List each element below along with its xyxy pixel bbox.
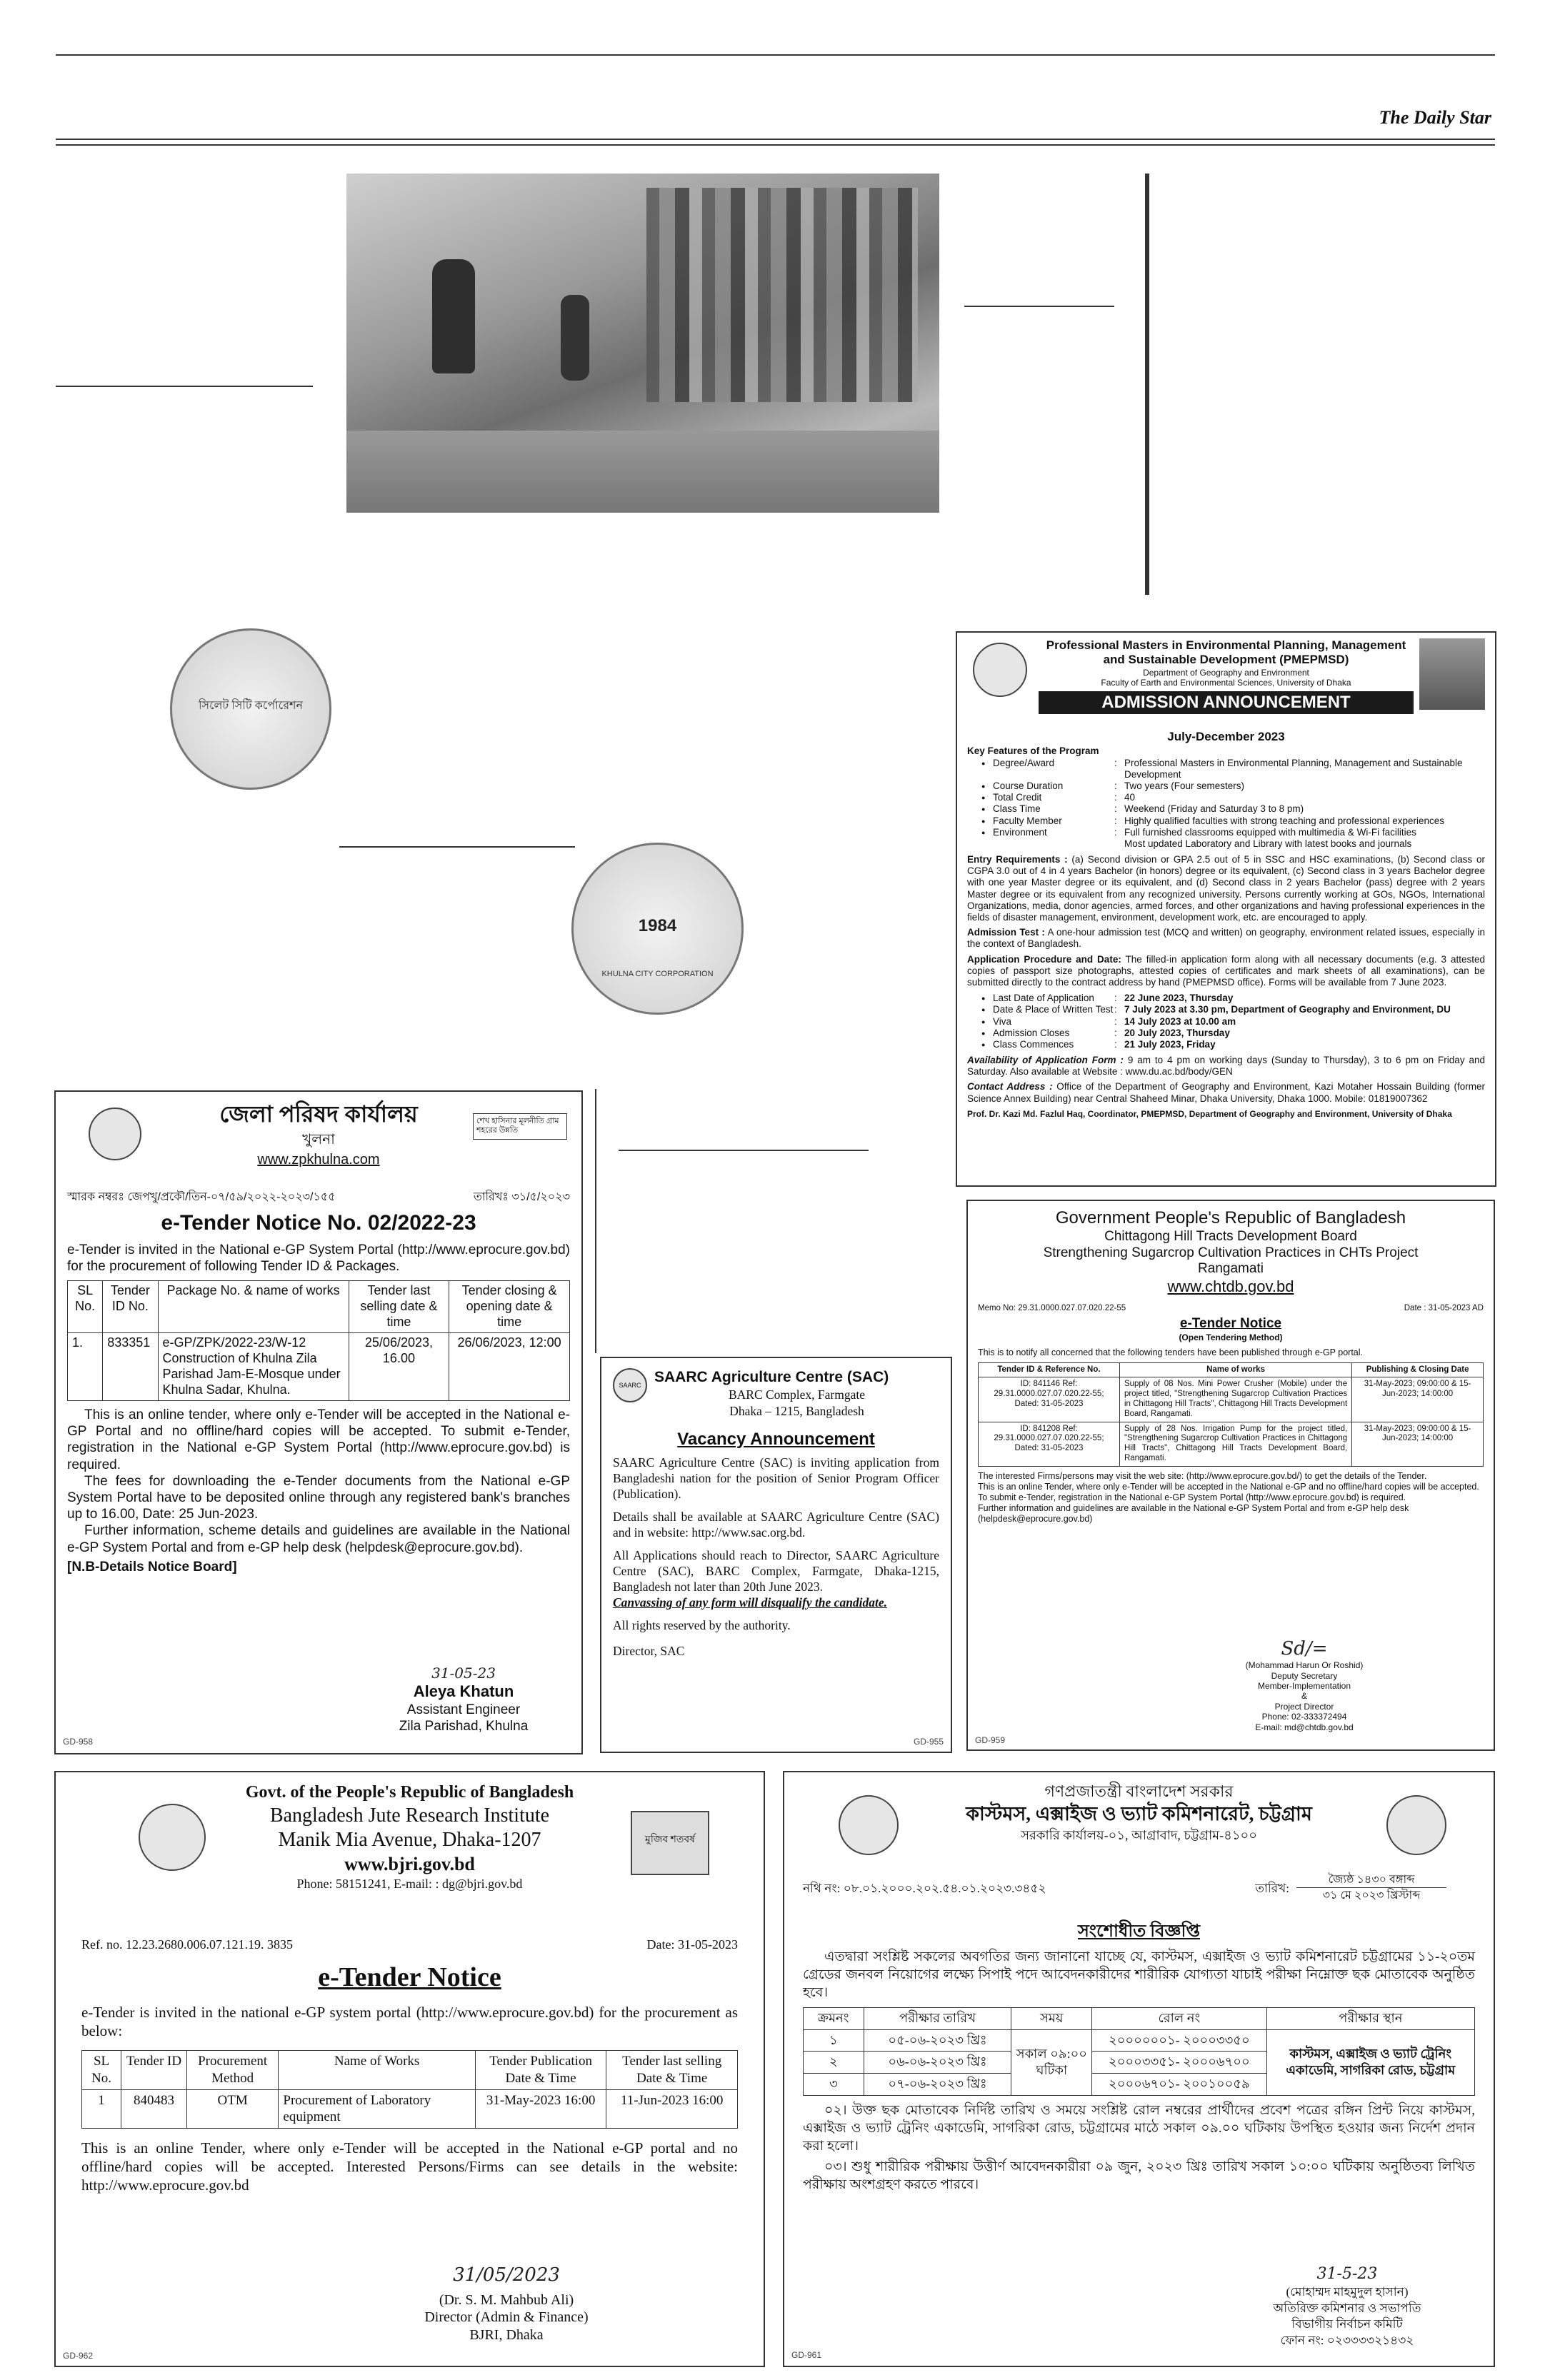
customs-sign-name: (মোহাম্মদ মাহমুদুল হাসান) bbox=[1286, 2285, 1409, 2299]
customs-cell: ২ bbox=[804, 2052, 864, 2074]
cht-l3: Strengthening Sugarcrop Cultivation Practices in CHTs Project bbox=[1043, 1245, 1419, 1260]
zilla-p2: The fees for downloading the e-Tender documents from the National e-GP System Portal have to be deposited online through any registered bank's branches up to 16.00, Date: 25 Jun-2023. bbox=[67, 1473, 570, 1522]
list-item-sep: : bbox=[1114, 1027, 1117, 1038]
cht-cell: Supply of 08 Nos. Mini Power Crusher (Mobile) under the project titled, "Strengthening Sugarcrop Cultivation Practices in Chittagong Hill Tracts", Chittagong Hill Tracts Development Board, Rangamati. bbox=[1119, 1377, 1351, 1422]
sac-p2: Details shall be available at SAARC Agriculture Centre (SAC) and in website: http://www.sac.org.bd. bbox=[613, 1509, 939, 1540]
pmepmsd-entry: (a) Second division or GPA 2.5 out of 5 in SSC and HSC examinations, (b) Second class or CGPA 3.0 out of 4 in 4 years Bachelor (in honors) degree or its equivalent, (c) Second class in 3 years Bachelor degree with one year Master degree or its equivalent, and (d) Second class in 2 years Bachelor (pass) degree with 2 years Master degree or its equivalent from any recognized university. Persons currently working at GOs, NGOs, International Organizations, media, donor agencies, armed forces, and other organizations and having professional experiences in the fields of disaster management, environment, development work, etc. are encouraged to apply. bbox=[967, 854, 1485, 923]
list-item bbox=[981, 1004, 1485, 1015]
list-item-sep: : bbox=[1114, 826, 1117, 838]
cht-memo: Memo No: 29.31.0000.027.07.020.22-55 bbox=[978, 1303, 1126, 1312]
customs-notice bbox=[783, 1771, 1495, 2367]
pmepmsd-contact: Office of the Department of Geography and Environment, Kazi Motaher Hossain Building (former Science Annex Building) near Central Shaheed Minar, Dhaka University, Dhaka 1000. Mobile: 01819007362 bbox=[967, 1081, 1485, 1104]
pmepmsd-proc: The filled-in application form along with all necessary documents (e.g. 3 attested copies of passport size photographs, attested copies of certificates and mark sheets of all examinations), can be submitted directly to the contract address by hand (PMEPMSD office). Forms will be available from 7 June 2023. bbox=[967, 953, 1485, 988]
cht-phone: Phone: 02-333372494 bbox=[1261, 1712, 1347, 1722]
customs-cell: ০৬-০৬-২০২৩ খ্রিঃ bbox=[864, 2052, 1011, 2074]
cht-date: Date : 31-05-2023 AD bbox=[1404, 1303, 1484, 1312]
cht-p3: Further information and guidelines are available in the National e-GP System Portal and from e-GP help desk (helpdesk@eprocure.gov.bd) bbox=[978, 1502, 1409, 1524]
list-item-sep: : bbox=[1114, 803, 1117, 815]
zilla-code: GD-958 bbox=[63, 1737, 94, 1747]
list-item bbox=[981, 838, 1485, 850]
bjri-signature-date: 31/05/2023 bbox=[453, 2264, 560, 2286]
customs-th: পরীক্ষার স্থান bbox=[1266, 2007, 1474, 2029]
bjri-date: Date: 31-05-2023 bbox=[646, 1937, 738, 1952]
zilla-sign-name: Aleya Khatun bbox=[413, 1682, 514, 1700]
customs-cell: ২০০০৩৩৫১- ২০০০৬৭০০ bbox=[1092, 2052, 1266, 2074]
list-item-key: Environment bbox=[993, 826, 1047, 838]
list-item-sep: : bbox=[1114, 780, 1117, 791]
cht-cell: ID: 841208 Ref: 29.31.0000.027.07.020.22-55; Dated: 31-05-2023 bbox=[979, 1422, 1120, 1466]
masthead-brand: The Daily Star bbox=[1379, 107, 1491, 128]
zilla-title: জেলা পরিষদ কার্যালয় bbox=[219, 1101, 418, 1127]
cht-signature: Sd/= bbox=[1281, 1638, 1328, 1660]
bullet-icon: ● bbox=[981, 805, 986, 813]
list-item-key: Course Duration bbox=[993, 780, 1064, 791]
customs-l3: সরকারি কার্যালয়-০১, আগ্রাবাদ, চট্টগ্রাম-৪১০০ bbox=[1021, 1827, 1257, 1842]
cht-sign-l1: Deputy Secretary bbox=[1271, 1670, 1338, 1681]
cht-cell: 31-May-2023; 09:00:00 & 15-Jun-2023; 14:00:00 bbox=[1352, 1422, 1484, 1466]
pmepmsd-admission-notice bbox=[956, 631, 1496, 1187]
bjri-sign-name: (Dr. S. M. Mahbub Ali) bbox=[439, 2291, 574, 2308]
pmepmsd-test-label: Admission Test : bbox=[967, 927, 1045, 938]
customs-p2: ০২। উক্ত ছক মোতাবেক নির্দিষ্ট তারিখ ও সময়ে সংশ্লিষ্ট রোল নম্বরের প্রার্থীদের প্রবেশ পত্রের রঙ্গিন প্রিন্ট নিয়ে কাস্টমস, এক্সাইজ ও ভ্যাট ট্রেনিং একাডেমি, সাগরিকা রোড, চট্টগ্রামের মাঠে সকাল ০৯.০০ ঘটিকায় উপস্থিত হওয়ার জন্য নির্দেশ প্রদান করা হলো। bbox=[803, 2102, 1475, 2154]
pmepmsd-faculty: Faculty of Earth and Environmental Sciences, University of Dhaka bbox=[1101, 678, 1351, 688]
bjri-th: Tender ID bbox=[121, 2051, 187, 2089]
customs-cell: ৩ bbox=[804, 2074, 864, 2096]
customs-date1: জ্যৈষ্ঠ ১৪৩০ বঙ্গাব্দ bbox=[1296, 1872, 1446, 1888]
masthead-rule-1 bbox=[56, 139, 1495, 140]
table-row bbox=[979, 1422, 1484, 1466]
seal-2-year: 1984 bbox=[638, 916, 677, 935]
zilla-sign-designation: Assistant Engineer bbox=[406, 1702, 521, 1717]
cht-l1: Government People's Republic of Bangladesh bbox=[1055, 1208, 1406, 1227]
customs-logo bbox=[1386, 1795, 1446, 1855]
bullet-icon: ● bbox=[981, 782, 986, 790]
list-item bbox=[981, 1028, 1485, 1039]
zilla-th: Package No. & name of works bbox=[158, 1281, 349, 1333]
list-item-key: Total Credit bbox=[993, 792, 1042, 803]
customs-cell: ২০০০০০০১- ২০০০৩৩৫০ bbox=[1092, 2029, 1266, 2052]
list-item-sep: : bbox=[1114, 815, 1117, 826]
zilla-date: তারিখঃ ৩১/৫/২০২৩ bbox=[473, 1191, 570, 1203]
sac-director: Director, SAC bbox=[613, 1644, 685, 1659]
list-item-sep: : bbox=[1114, 757, 1117, 768]
customs-p1: এতদ্বারা সংশ্লিষ্ট সকলের অবগতির জন্য জানানো যাচ্ছে যে, কাস্টমস, এক্সাইজ ও ভ্যাট কমিশনারেট চট্টগ্রামের ১১-২০তম গ্রেডের জনবল নিয়োগের লক্ষ্যে সিপাই পদে আবেদনকারীদের শারীরিক যোগ্যতা যাচাই পরীক্ষা নিম্নোক্ত ছক মোতাবেক অনুষ্ঠিত হবে। bbox=[803, 1949, 1475, 2000]
bjri-title: e-Tender Notice bbox=[318, 1962, 501, 1993]
list-item-value: 14 July 2023 at 10.00 am bbox=[1124, 1015, 1236, 1027]
zilla-intro: e-Tender is invited in the National e-GP System Portal (http://www.eprocure.gov.bd) for the procurement of following Tender ID & Packages. bbox=[67, 1242, 570, 1275]
list-item bbox=[981, 827, 1485, 838]
customs-cell: ২০০০৬৭০১- ২০০১০০৫৯ bbox=[1092, 2074, 1266, 2096]
list-item bbox=[981, 780, 1485, 792]
customs-date-label: তারিখ: bbox=[1255, 1882, 1289, 1895]
bullet-icon: ● bbox=[981, 1040, 986, 1048]
bullet-icon: ● bbox=[981, 995, 986, 1003]
left-short-rule bbox=[56, 386, 313, 387]
building-photo bbox=[1419, 638, 1485, 710]
list-item bbox=[981, 1016, 1485, 1028]
column-divider bbox=[1145, 174, 1149, 595]
mujib-logo-text: মুজিব শতবর্ষ bbox=[645, 1834, 695, 1845]
customs-th: সময় bbox=[1011, 2007, 1092, 2029]
sac-p3: All Applications should reach to Director, SAARC Agriculture Centre (SAC), BARC Complex, Farmgate, Dhaka-1215, Bangladesh not later than 20th June 2023. bbox=[613, 1548, 939, 1595]
cht-email: E-mail: md@chtdb.gov.bd bbox=[1255, 1722, 1354, 1732]
list-item-sep: : bbox=[1114, 792, 1117, 803]
zilla-badge: শেখ হাসিনার মূলনীতি গ্রাম শহরের উন্নতি bbox=[473, 1113, 567, 1140]
zilla-table bbox=[67, 1280, 570, 1401]
bjri-cell: OTM bbox=[186, 2089, 279, 2128]
customs-signature-date: 31-5-23 bbox=[1316, 2265, 1378, 2284]
sac-name: SAARC Agriculture Centre (SAC) bbox=[654, 1369, 889, 1385]
sac-vacancy-notice bbox=[600, 1357, 952, 1753]
list-item-value: Full furnished classrooms equipped with multimedia & Wi-Fi facilities bbox=[1124, 826, 1416, 838]
pmepmsd-test: A one-hour admission test (MCQ and written) on geography, environment related issues, especially in the context of Bangladesh. bbox=[967, 927, 1485, 950]
cht-method: (Open Tendering Method) bbox=[1179, 1332, 1283, 1343]
sac-logo: SAARC bbox=[613, 1368, 647, 1402]
list-item-value: Weekend (Friday and Saturday 3 to 8 pm) bbox=[1124, 803, 1304, 815]
list-item-key: Degree/Award bbox=[993, 757, 1055, 768]
seal-2-text: KHULNA CITY CORPORATION bbox=[601, 970, 714, 978]
pmepmsd-title: Professional Masters in Environmental Planning, Management and Sustainable Development (PMEPMSD) bbox=[1046, 638, 1406, 667]
list-item-value: 20 July 2023, Thursday bbox=[1124, 1027, 1230, 1038]
bullet-icon: ● bbox=[981, 1018, 986, 1025]
mid-rule bbox=[339, 846, 575, 848]
zilla-th: Tender closing & opening date & time bbox=[449, 1281, 570, 1333]
table-row bbox=[82, 2089, 738, 2128]
cht-tender-notice bbox=[966, 1200, 1495, 1751]
sylhet-city-corporation-seal bbox=[170, 628, 331, 790]
cht-p1: The interested Firms/persons may visit the web site: (http://www.eprocure.gov.bd/) to get the details of the Tender. bbox=[978, 1470, 1427, 1481]
seal-1-text: সিলেট সিটি কর্পোরেশন bbox=[198, 700, 304, 712]
zilla-sign-office: Zila Parishad, Khulna bbox=[399, 1718, 529, 1734]
customs-cell: ০৭-০৬-২০২৩ খ্রিঃ bbox=[864, 2074, 1011, 2096]
list-item-sep: : bbox=[1114, 1015, 1117, 1027]
bullet-icon: ● bbox=[981, 1029, 986, 1037]
zilla-logo bbox=[89, 1108, 141, 1160]
pmepmsd-proc-label: Application Procedure and Date: bbox=[967, 953, 1121, 965]
cht-sign-l2: Member-Implementation bbox=[1257, 1681, 1351, 1692]
zilla-nb: [N.B-Details Notice Board] bbox=[67, 1559, 237, 1575]
gov-logo bbox=[139, 1804, 206, 1871]
list-item-value: 21 July 2023, Friday bbox=[1124, 1038, 1216, 1050]
zilla-memo: স্মারক নম্বরঃ জেপখু/প্রকৌ/তিন-০৭/৫৯/২০২২-২০২৩/১৫৫ bbox=[67, 1191, 336, 1203]
table-row bbox=[804, 2029, 1475, 2052]
bjri-table bbox=[81, 2050, 738, 2128]
news-photo bbox=[346, 174, 939, 513]
cht-notice-title: e-Tender Notice bbox=[1179, 1316, 1282, 1332]
khulna-city-corporation-seal bbox=[571, 843, 744, 1015]
zilla-city: খুলনা bbox=[302, 1132, 335, 1148]
list-item-key: Class Commences bbox=[993, 1038, 1074, 1050]
bullet-icon: ● bbox=[981, 759, 986, 767]
list-item-key: Class Time bbox=[993, 803, 1041, 815]
mid-rule-2 bbox=[619, 1150, 869, 1151]
list-item bbox=[981, 803, 1485, 815]
bjri-th: SL No. bbox=[82, 2051, 121, 2089]
bjri-intro: e-Tender is invited in the national e-GP system portal (http://www.eprocure.gov.bd) for the procurement as below: bbox=[81, 2004, 738, 2040]
customs-phone: ফোন নং: ০২৩৩৩৩২১৪৩২ bbox=[1280, 2333, 1414, 2347]
customs-code: GD-961 bbox=[791, 2350, 822, 2361]
bjri-ref: Ref. no. 12.23.2680.006.07.121.19. 3835 bbox=[81, 1937, 293, 1952]
customs-date2: ৩১ মে ২০২৩ খ্রিস্টাব্দ bbox=[1322, 1889, 1421, 1902]
vertical-rule-left bbox=[595, 1089, 596, 1353]
bjri-l4: www.bjri.gov.bd bbox=[344, 1854, 475, 1875]
bjri-cell: Procurement of Laboratory equipment bbox=[279, 2089, 475, 2128]
cht-sign-l4: Project Director bbox=[1274, 1701, 1334, 1712]
cht-l4: Rangamati bbox=[1198, 1261, 1264, 1277]
zilla-th: SL No. bbox=[68, 1281, 103, 1333]
zilla-th: Tender last selling date & time bbox=[349, 1281, 449, 1333]
sac-code: GD-955 bbox=[913, 1736, 944, 1747]
list-item-key: Last Date of Application bbox=[993, 993, 1094, 1004]
bjri-l1: Govt. of the People's Republic of Bangladesh bbox=[245, 1783, 574, 1802]
bullet-icon bbox=[981, 838, 993, 850]
bullet-icon: ● bbox=[981, 1006, 986, 1014]
customs-time: সকাল ০৯:০০ ঘটিকা bbox=[1011, 2029, 1092, 2095]
list-item bbox=[981, 792, 1485, 803]
pmepmsd-session: July-December 2023 bbox=[1167, 730, 1285, 743]
bjri-sign-title: Director (Admin & Finance) bbox=[424, 2309, 589, 2326]
cht-cell: ID: 841146 Ref: 29.31.0000.027.07.020.22-55; Dated: 31-05-2023 bbox=[979, 1377, 1120, 1422]
cht-sign-l3: & bbox=[1301, 1691, 1307, 1702]
list-item-sep: : bbox=[1114, 993, 1117, 1004]
pmepmsd-avail-label: Availability of Application Form : bbox=[967, 1055, 1124, 1066]
zilla-website[interactable]: www.zpkhulna.com bbox=[257, 1152, 380, 1168]
list-item-key: Admission Closes bbox=[993, 1027, 1070, 1038]
bjri-l5: Phone: 58151241, E-mail: : dg@bjri.gov.bd bbox=[296, 1877, 523, 1892]
list-item-value: 22 June 2023, Thursday bbox=[1124, 993, 1234, 1004]
bjri-th: Procurement Method bbox=[186, 2051, 279, 2089]
bjri-l2: Bangladesh Jute Research Institute bbox=[269, 1804, 550, 1827]
cht-table bbox=[978, 1362, 1484, 1467]
customs-l2: কাস্টমস, এক্সাইজ ও ভ্যাট কমিশনারেট, চট্টগ্রাম bbox=[966, 1803, 1312, 1825]
zilla-cell: 1. bbox=[68, 1333, 103, 1401]
bjri-th: Tender Publication Date & Time bbox=[475, 2051, 606, 2089]
masthead-rule-2 bbox=[56, 144, 1495, 146]
cht-cell: 31-May-2023; 09:00:00 & 15-Jun-2023; 14:00:00 bbox=[1352, 1377, 1484, 1422]
customs-cell: ১ bbox=[804, 2029, 864, 2052]
list-item-key: Date & Place of Written Test bbox=[993, 1004, 1114, 1015]
bjri-cell: 31-May-2023 16:00 bbox=[475, 2089, 606, 2128]
pmepmsd-key-heading: Key Features of the Program bbox=[967, 745, 1099, 757]
cht-l2: Chittagong Hill Tracts Development Board bbox=[1104, 1228, 1357, 1244]
list-item-key bbox=[993, 838, 1114, 850]
right-short-rule bbox=[964, 306, 1114, 307]
cht-intro: This is to notify all concerned that the following tenders have been published through e-GP portal. bbox=[978, 1347, 1363, 1357]
sac-heading: Vacancy Announcement bbox=[677, 1429, 875, 1449]
list-item bbox=[981, 758, 1485, 780]
list-item bbox=[981, 815, 1485, 827]
zilla-signature-date: 31-05-23 bbox=[431, 1665, 496, 1682]
bjri-th: Tender last selling Date & Time bbox=[606, 2051, 738, 2089]
bullet-icon: ● bbox=[981, 828, 986, 836]
zilla-cell: e-GP/ZPK/2022-23/W-12 Construction of Khulna Zila Parishad Jam-E-Mosque under Khulna Sadar, Khulna. bbox=[158, 1333, 349, 1401]
bjri-cell: 11-Jun-2023 16:00 bbox=[606, 2089, 738, 2128]
list-item-value: 7 July 2023 at 3.30 pm, Department of Geography and Environment, DU bbox=[1124, 1004, 1451, 1015]
bjri-cell: 840483 bbox=[121, 2089, 187, 2128]
customs-th: রোল নং bbox=[1092, 2007, 1266, 2029]
customs-memo: নথি নং: ০৮.০১.২০০০.২০২.৫৪.০১.২০২৩.৩৪৫২ bbox=[803, 1882, 1046, 1895]
pmepmsd-entry-label: Entry Requirements : bbox=[967, 854, 1068, 865]
customs-th: পরীক্ষার তারিখ bbox=[864, 2007, 1011, 2029]
pmepmsd-coordinator: Prof. Dr. Kazi Md. Fazlul Haq, Coordinator, PMEPMSD, Department of Geography and Environment, University of Dhaka bbox=[967, 1108, 1452, 1119]
pmepmsd-features bbox=[981, 758, 1485, 850]
customs-cell: ০৫-০৬-২০২৩ খ্রিঃ bbox=[864, 2029, 1011, 2052]
zilla-p3: Further information, scheme details and guidelines are available in the National e-GP System Portal and from e-GP help desk (helpdesk@eprocure.gov.bd). bbox=[67, 1523, 570, 1555]
pmepmsd-banner: ADMISSION ANNOUNCEMENT bbox=[1039, 691, 1414, 715]
cht-th: Tender ID & Reference No. bbox=[979, 1362, 1120, 1377]
customs-p3: ০৩। শুধু শারীরিক পরীক্ষায় উত্তীর্ণ আবেদনকারীরা ০৯ জুন, ২০২৩ খ্রিঃ তারিখ সকাল ১০:০০ ঘটিকায় অনুষ্ঠিতব্য লিখিত পরীক্ষায় অংশগ্রহণ করতে পারবে। bbox=[803, 2159, 1475, 2193]
bullet-icon: ● bbox=[981, 817, 986, 825]
customs-title: সংশোধীত বিজ্ঞপ্তি bbox=[1077, 1922, 1201, 1941]
pmepmsd-contact-label: Contact Address : bbox=[967, 1081, 1053, 1093]
cht-code: GD-959 bbox=[975, 1734, 1006, 1745]
bjri-l3: Manik Mia Avenue, Dhaka-1207 bbox=[278, 1829, 541, 1852]
pmepmsd-dept: Department of Geography and Environment bbox=[1143, 667, 1309, 678]
list-item-sep: : bbox=[1114, 1004, 1117, 1015]
list-item bbox=[981, 993, 1485, 1004]
list-item-value: Highly qualified faculties with strong teaching and professional experiences bbox=[1124, 815, 1445, 826]
customs-sign-l2: বিভাগীয় নির্বাচন কমিটি bbox=[1291, 2317, 1403, 2331]
zilla-cell: 26/06/2023, 12:00 bbox=[449, 1333, 570, 1401]
customs-th: ক্রমনং bbox=[804, 2007, 864, 2029]
sac-rights: All rights reserved by the authority. bbox=[613, 1618, 791, 1633]
list-item-value: 40 bbox=[1124, 792, 1136, 803]
sac-canvass: Canvassing of any form will disqualify the candidate. bbox=[613, 1595, 888, 1610]
list-item-value: Professional Masters in Environmental Planning, Management and Sustainable Development bbox=[1124, 757, 1463, 780]
list-item-key: Viva bbox=[993, 1015, 1012, 1027]
cht-cell: Supply of 28 Nos. Irrigation Pump for the project titled, "Strengthening Sugarcrop Cultivation Practices in Chittagong Hill Tracts", Chittagong Hill Tracts Development Board, Rangamati. bbox=[1119, 1422, 1351, 1466]
pmepmsd-avail: 9 am to 4 pm on working days (Sunday to Thursday), 3 to 6 pm on Friday and Saturday. Also available at Website : www.du.ac.bd/body/GEN bbox=[967, 1055, 1485, 1078]
bjri-p1: This is an online Tender, where only e-Tender will be accepted in the National e-GP portal and no offline/hard copies will be accepted. Interested Persons/Firms can see details in the website: http://www.eprocure.gov.bd bbox=[81, 2139, 738, 2194]
cht-th: Name of works bbox=[1119, 1362, 1351, 1377]
bjri-code: GD-962 bbox=[63, 2351, 94, 2361]
list-item-sep bbox=[1114, 838, 1124, 850]
cht-th: Publishing & Closing Date bbox=[1352, 1362, 1484, 1377]
zilla-p1: This is an online tender, where only e-Tender will be accepted in the National e-GP Portal and no offline/hard copies will be accepted. To submit e-Tender, registration in the National e-GP System Portal (http://www.eprocure.gov.bd) is required. bbox=[67, 1407, 570, 1472]
list-item bbox=[981, 1039, 1485, 1050]
customs-venue: কাস্টমস, এক্সাইজ ও ভ্যাট ট্রেনিং একাডেমি, সাগরিকা রোড, চট্টগ্রাম bbox=[1266, 2029, 1474, 2095]
zilla-th: Tender ID No. bbox=[103, 1281, 158, 1333]
zilla-parishad-notice bbox=[54, 1090, 583, 1754]
top-rule bbox=[56, 54, 1495, 56]
bjri-tender-notice bbox=[54, 1771, 765, 2367]
table-row bbox=[68, 1333, 570, 1401]
bjri-th: Name of Works bbox=[279, 2051, 475, 2089]
zilla-cell: 25/06/2023, 16.00 bbox=[349, 1333, 449, 1401]
list-item-value: Most updated Laboratory and Library with latest books and journals bbox=[1124, 838, 1412, 849]
table-row bbox=[979, 1377, 1484, 1422]
list-item-value: Two years (Four semesters) bbox=[1124, 780, 1245, 791]
customs-table bbox=[803, 2007, 1475, 2096]
bjri-cell: 1 bbox=[82, 2089, 121, 2128]
cht-web[interactable]: www.chtdb.gov.bd bbox=[1167, 1277, 1294, 1296]
du-logo bbox=[973, 643, 1027, 697]
cht-sign-name: (Mohammad Harun Or Roshid) bbox=[1245, 1660, 1364, 1671]
list-item-sep: : bbox=[1114, 1038, 1117, 1050]
sac-addr1: BARC Complex, Farmgate bbox=[728, 1387, 866, 1402]
sac-addr2: Dhaka – 1215, Bangladesh bbox=[729, 1403, 864, 1418]
bullet-icon: ● bbox=[981, 794, 986, 802]
sac-p1: SAARC Agriculture Centre (SAC) is inviting application from Bangladeshi nation for the position of Senior Program Officer (Publication). bbox=[613, 1455, 939, 1501]
mujib-logo bbox=[631, 1811, 709, 1875]
customs-sign-l1: অতিরিক্ত কমিশনার ও সভাপতি bbox=[1273, 2301, 1421, 2315]
pmepmsd-dates bbox=[981, 993, 1485, 1050]
zilla-cell: 833351 bbox=[103, 1333, 158, 1401]
zilla-notice-title: e-Tender Notice No. 02/2022-23 bbox=[161, 1210, 476, 1235]
list-item-key: Faculty Member bbox=[993, 815, 1062, 826]
bd-gov-logo bbox=[839, 1795, 899, 1855]
cht-p2: This is an online Tender, where only e-Tender will be accepted in the National e-GP and no offline/hard copies will be accepted. To submit e-Tender, registration in the National e-GP System Portal (http://www.eprocure.gov.bd) is required. bbox=[978, 1481, 1479, 1502]
bjri-sign-org: BJRI, Dhaka bbox=[469, 2327, 544, 2344]
customs-l1: গণপ্রজাতন্ত্রী বাংলাদেশ সরকার bbox=[1044, 1782, 1234, 1800]
